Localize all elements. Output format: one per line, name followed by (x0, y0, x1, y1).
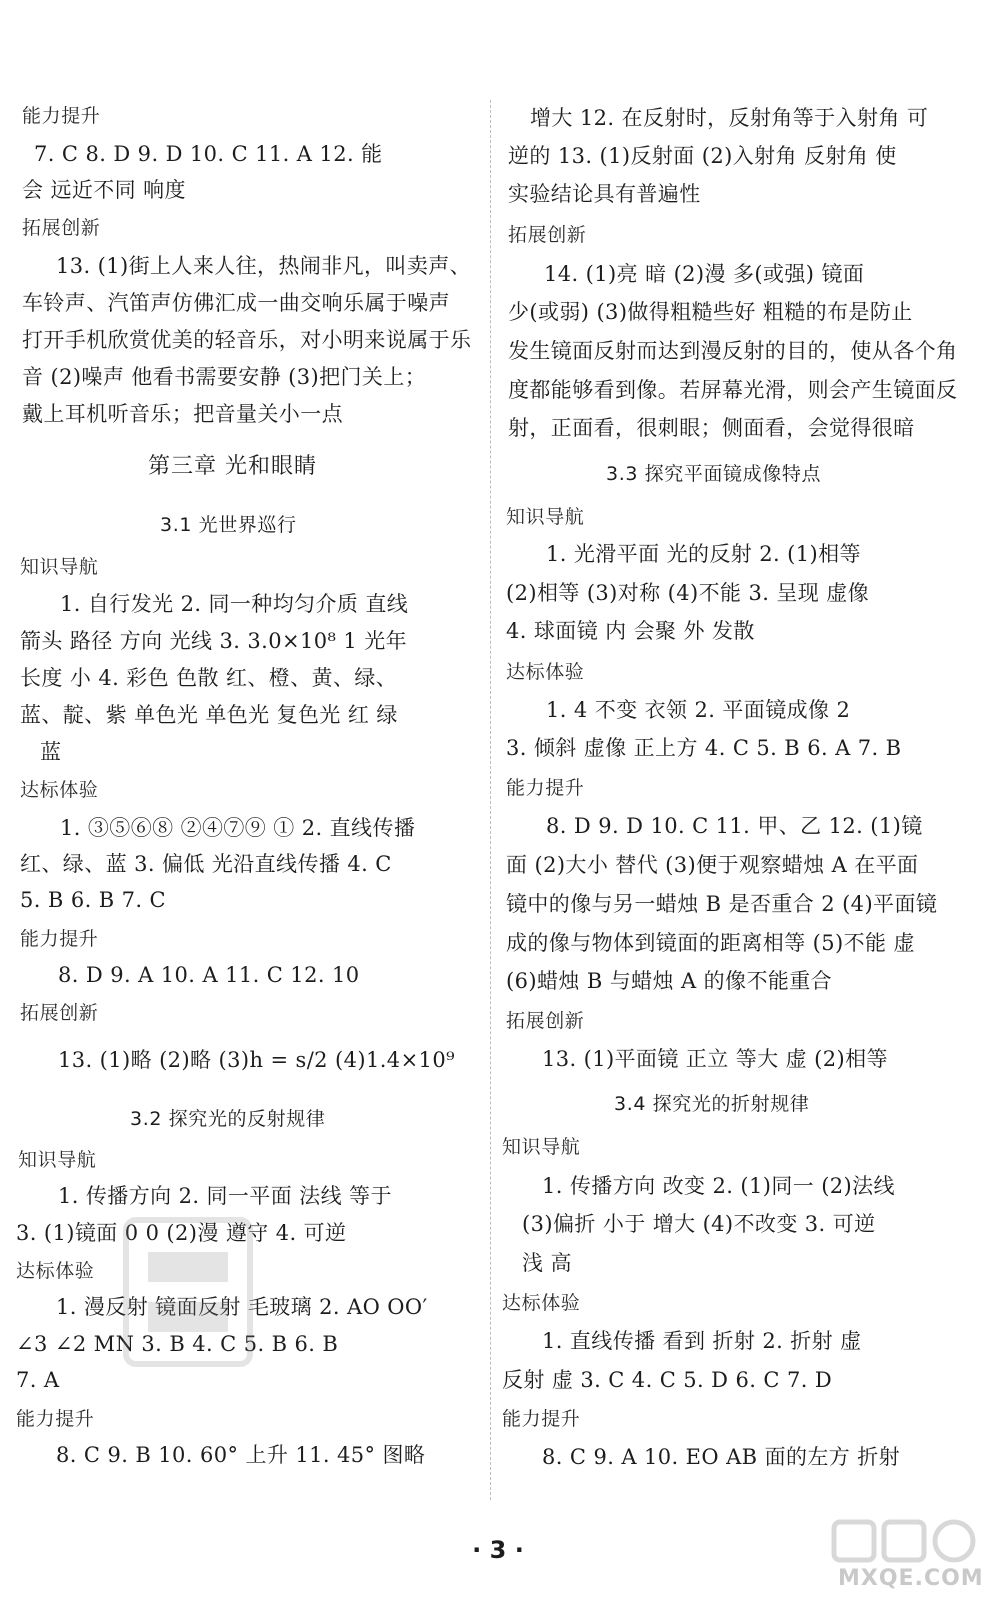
page-number: · 3 · (472, 1536, 524, 1564)
answer-line: 8. D 9. A 10. A 11. C 12. 10 (58, 963, 360, 987)
answer-line: ∠3 ∠2 MN 3. B 4. C 5. B 6. B (16, 1332, 339, 1356)
answer-line: 蓝、靛、紫 单色光 单色光 复色光 红 绿 (20, 703, 398, 727)
answer-line: 戴上耳机听音乐；把音量关小一点 (22, 402, 343, 426)
watermark-logo-icon (830, 1518, 980, 1564)
section-heading-ability: 能力提升 (16, 1408, 95, 1430)
answer-line: 会 远近不同 响度 (22, 178, 186, 202)
answer-line: 反射 虚 3. C 4. C 5. D 6. C 7. D (502, 1368, 833, 1392)
answer-line: 7. C 8. D 9. D 10. C 11. A 12. 能 (34, 142, 383, 166)
answer-line: 13. (1)平面镜 正立 等大 虚 (2)相等 (542, 1047, 888, 1071)
section-heading-ability: 能力提升 (20, 928, 99, 950)
answer-line: 少(或弱) (3)做得粗糙些好 粗糙的布是防止 (508, 300, 913, 324)
section-heading-standard: 达标体验 (16, 1260, 95, 1282)
column-divider (490, 100, 491, 1500)
answer-line: 度都能够看到像。若屏幕光滑，则会产生镜面反 (508, 378, 958, 402)
section-heading-expand: 拓展创新 (508, 224, 587, 246)
answer-line: 13. (1)街上人来人往，热闹非凡，叫卖声、 (56, 254, 472, 278)
answer-line: 音 (2)噪声 他看书需要安静 (3)把门关上； (22, 365, 427, 389)
answer-line: 1. 4 不变 衣领 2. 平面镜成像 2 (546, 698, 851, 722)
answer-line: 打开手机欣赏优美的轻音乐，对小明来说属于乐 (22, 328, 472, 352)
answer-line: 13. (1)略 (2)略 (3)h = s/2 (4)1.4×10⁹ (58, 1048, 455, 1072)
answer-line: (6)蜡烛 B 与蜡烛 A 的像不能重合 (506, 969, 833, 993)
section-title: 3.3 探究平面镜成像特点 (606, 463, 822, 485)
section-heading-ability: 能力提升 (506, 777, 585, 799)
section-title: 3.2 探究光的反射规律 (130, 1108, 326, 1130)
answer-line: 8. C 9. A 10. EO AB 面的左方 折射 (542, 1445, 901, 1469)
answer-line: 箭头 路径 方向 光线 3. 3.0×10⁸ 1 光年 (20, 629, 408, 653)
section-heading-ability: 能力提升 (22, 105, 101, 127)
answer-line: 1. 传播方向 改变 2. (1)同一 (2)法线 (542, 1174, 895, 1198)
section-heading-knowledge: 知识导航 (502, 1136, 581, 1158)
answer-line: 8. C 9. B 10. 60° 上升 11. 45° 图略 (56, 1443, 426, 1467)
left-column (0, 0, 486, 1600)
section-heading-standard: 达标体验 (506, 661, 585, 683)
answer-line: 增大 12. 在反射时，反射角等于入射角 可 (530, 106, 929, 130)
answer-line: 面 (2)大小 替代 (3)便于观察蜡烛 A 在平面 (506, 853, 919, 877)
chapter-title: 第三章 光和眼睛 (148, 454, 317, 479)
answer-line: (2)相等 (3)对称 (4)不能 3. 呈现 虚像 (506, 581, 870, 605)
answer-line: 5. B 6. B 7. C (20, 888, 167, 912)
section-heading-expand: 拓展创新 (22, 217, 101, 239)
answer-line: 7. A (16, 1368, 60, 1392)
section-title: 3.4 探究光的折射规律 (614, 1093, 810, 1115)
section-heading-ability: 能力提升 (502, 1408, 581, 1430)
watermark-url: MXQE.COM (838, 1566, 984, 1591)
answer-line: 发生镜面反射而达到漫反射的目的，使从各个角 (508, 339, 958, 363)
answer-line: 1. 光滑平面 光的反射 2. (1)相等 (546, 542, 861, 566)
watermark-stamp-icon (118, 1212, 258, 1372)
answer-line: 成的像与物体到镜面的距离相等 (5)不能 虚 (506, 931, 915, 955)
answer-line: 1. 自行发光 2. 同一种均匀介质 直线 (60, 592, 409, 616)
answer-line: 浅 高 (522, 1251, 572, 1275)
answer-line: 镜中的像与另一蜡烛 B 是否重合 2 (4)平面镜 (506, 892, 938, 916)
answer-line: 4. 球面镜 内 会聚 外 发散 (506, 619, 755, 643)
answer-line: 3. (1)镜面 0 0 (2)漫 遵守 4. 可逆 (16, 1221, 347, 1245)
answer-line: 8. D 9. D 10. C 11. 甲、乙 12. (1)镜 (546, 814, 923, 838)
section-heading-knowledge: 知识导航 (506, 506, 585, 528)
answer-line: 1. 传播方向 2. 同一平面 法线 等于 (58, 1184, 392, 1208)
answer-line: 红、绿、蓝 3. 偏低 光沿直线传播 4. C (20, 852, 392, 876)
answer-line: 14. (1)亮 暗 (2)漫 多(或强) 镜面 (544, 262, 865, 286)
answer-line: 3. 倾斜 虚像 正上方 4. C 5. B 6. A 7. B (506, 736, 902, 760)
answer-line: 实验结论具有普遍性 (508, 182, 701, 206)
right-column (496, 0, 996, 1600)
section-heading-knowledge: 知识导航 (20, 556, 99, 578)
answer-line: 1. ③⑤⑥⑧ ②④⑦⑨ ① 2. 直线传播 (60, 816, 416, 840)
answer-line: 蓝 (40, 740, 62, 764)
answer-line: 逆的 13. (1)反射面 (2)入射角 反射角 使 (508, 144, 897, 168)
section-heading-expand: 拓展创新 (20, 1002, 99, 1024)
section-heading-knowledge: 知识导航 (18, 1149, 97, 1171)
answer-line: 车铃声、汽笛声仿佛汇成一曲交响乐属于噪声 (22, 291, 450, 315)
section-heading-expand: 拓展创新 (506, 1010, 585, 1032)
section-heading-standard: 达标体验 (502, 1292, 581, 1314)
answer-line: 射，正面看，很刺眼；侧面看，会觉得很暗 (508, 416, 915, 440)
answer-line: 1. 漫反射 镜面反射 毛玻璃 2. AO OO′ (56, 1295, 428, 1319)
answer-line: (3)偏折 小于 增大 (4)不改变 3. 可逆 (522, 1212, 876, 1236)
section-title: 3.1 光世界巡行 (160, 514, 297, 536)
section-heading-standard: 达标体验 (20, 779, 99, 801)
answer-line: 长度 小 4. 彩色 色散 红、橙、黄、绿、 (20, 666, 398, 690)
answer-line: 1. 直线传播 看到 折射 2. 折射 虚 (542, 1329, 862, 1353)
